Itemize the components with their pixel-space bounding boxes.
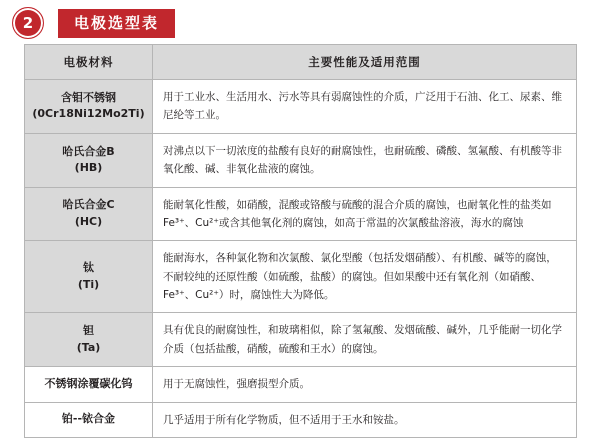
material-code: (Ta) xyxy=(76,340,101,354)
cell-material xyxy=(25,80,153,134)
cell-material xyxy=(25,313,153,367)
cell-description: 几乎适用于所有化学物质，但不适用于王水和铵盐。 xyxy=(153,402,577,437)
material-name: 钽 xyxy=(83,324,94,338)
table-header xyxy=(25,45,577,80)
cell-description: 用于工业水、生活用水、污水等具有弱腐蚀性的介质，广泛用于石油、化工、尿素、维尼纶等工业。 xyxy=(153,80,577,134)
table-header-row xyxy=(25,45,577,80)
material-name: 含钼不锈钢 xyxy=(61,90,116,104)
table-body xyxy=(25,80,577,438)
column-header-material: 电极材料 xyxy=(25,45,153,80)
cell-description: 能耐海水，各种氯化物和次氯酸、氯化型酸（包括发烟硝酸）、有机酸、碱等的腐蚀，不耐较纯的还原性酸（如硫酸，盐酸）的腐蚀。但如果酸中还有氧化剂（如硝酸、Fe³⁺、Cu²⁺）时，腐蚀性大为降低。 xyxy=(153,241,577,313)
material-code: (HB) xyxy=(74,161,103,175)
table-row xyxy=(25,187,577,241)
material-name: 钛 xyxy=(83,261,94,275)
page-title: 电极选型表 xyxy=(58,9,175,38)
cell-material xyxy=(25,241,153,313)
material-name: 哈氏合金B xyxy=(62,144,115,158)
table-row xyxy=(25,367,577,402)
table-row xyxy=(25,133,577,187)
material-name: 哈氏合金C xyxy=(62,198,115,212)
material-name: 不锈钢涂覆碳化钨 xyxy=(44,377,133,391)
electrode-selection-table xyxy=(24,44,577,438)
material-name: 铂--铱合金 xyxy=(61,412,116,426)
column-header-description: 主要性能及适用范围 xyxy=(153,45,577,80)
document-header xyxy=(0,0,600,44)
cell-material xyxy=(25,187,153,241)
cell-description: 用于无腐蚀性，强磨损型介质。 xyxy=(153,367,577,402)
cell-material xyxy=(25,133,153,187)
table-row xyxy=(25,241,577,313)
table-container xyxy=(0,44,600,438)
section-number-badge: 2 xyxy=(12,7,44,39)
table-row xyxy=(25,80,577,134)
table-row xyxy=(25,313,577,367)
cell-material xyxy=(25,367,153,402)
cell-description: 对沸点以下一切浓度的盐酸有良好的耐腐蚀性，也耐硫酸、磷酸、氢氟酸、有机酸等非氧化酸、碱、非氧化盐液的腐蚀。 xyxy=(153,133,577,187)
material-code: (0Cr18Ni12Mo2Ti) xyxy=(32,107,145,121)
material-code: (HC) xyxy=(74,214,103,228)
cell-material xyxy=(25,402,153,437)
material-code: (Ti) xyxy=(77,277,100,291)
cell-description: 能耐氧化性酸，如硝酸，混酸或铬酸与硫酸的混合介质的腐蚀，也耐氧化性的盐类如Fe³⁺、Cu²⁺或含其他氧化剂的腐蚀，如高于常温的次氯酸盐溶液，海水的腐蚀 xyxy=(153,187,577,241)
cell-description: 具有优良的耐腐蚀性，和玻璃相似，除了氢氟酸、发烟硫酸、碱外，几乎能耐一切化学介质（包括盐酸，硝酸，硫酸和王水）的腐蚀。 xyxy=(153,313,577,367)
table-row xyxy=(25,402,577,437)
